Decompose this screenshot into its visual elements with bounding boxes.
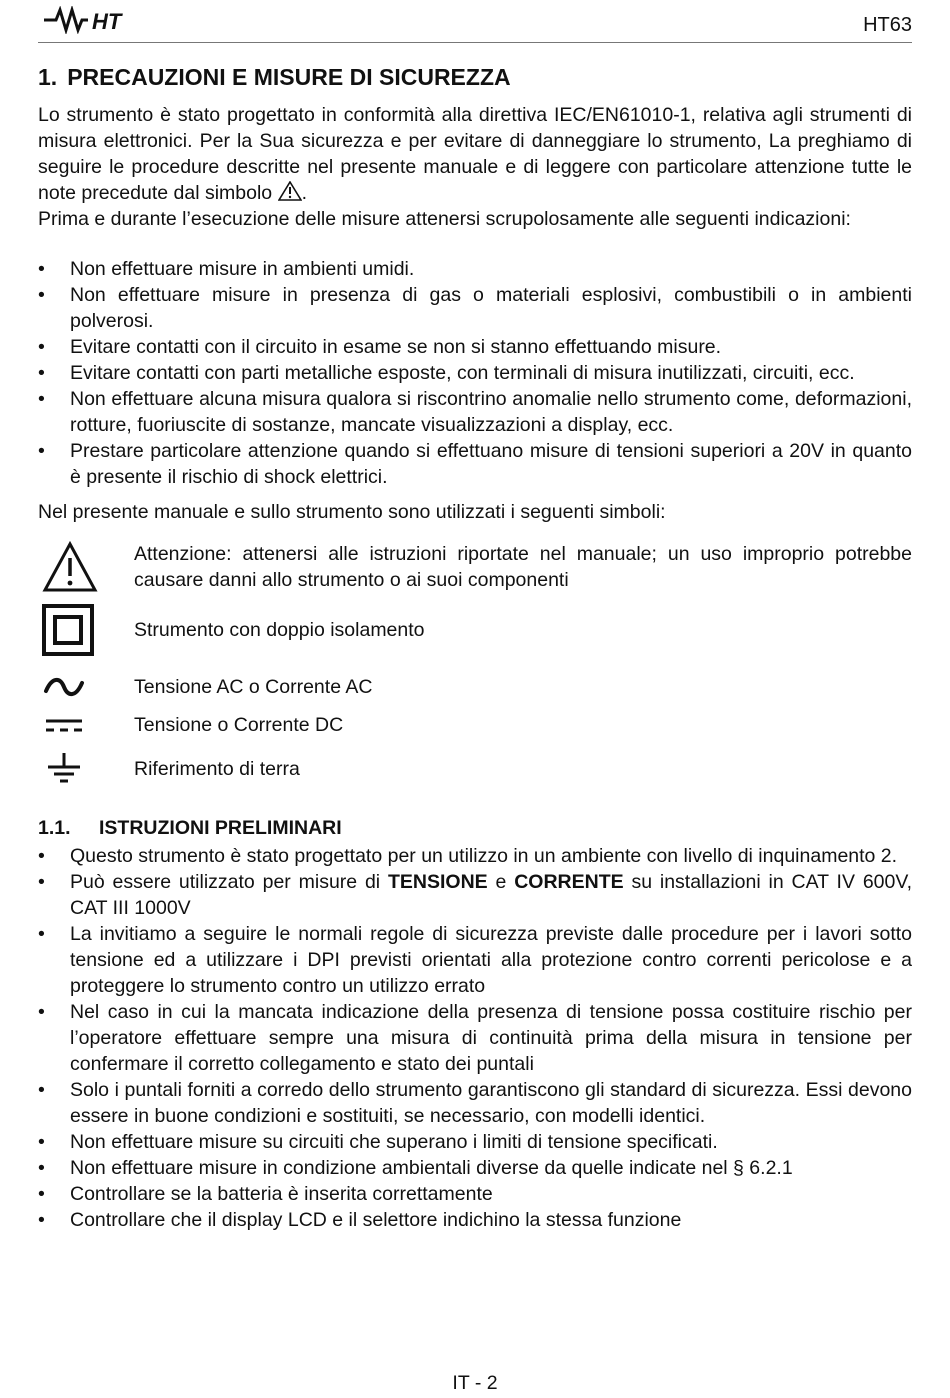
subsection-number: 1.1.	[38, 817, 71, 839]
symbol-row	[38, 667, 912, 707]
warning-triangle-icon	[278, 181, 302, 201]
keyword-tensione: TENSIONE	[387, 871, 488, 893]
subsection-title: ISTRUZIONI PRELIMINARI	[99, 817, 342, 839]
symbol-row	[38, 537, 912, 597]
precautions-list	[38, 256, 912, 490]
intro-text-end: .	[301, 182, 307, 204]
symbol-description: Strumento con doppio isolamento	[134, 619, 425, 641]
dc-icon	[42, 715, 86, 735]
item-text: su installazioni in CAT IV 600V, CAT III 1000V	[70, 871, 912, 919]
section-heading	[38, 62, 912, 92]
symbol-description: Tensione o Corrente DC	[134, 714, 344, 736]
list-item: • Controllare che il display LCD e il selettore indichino la stessa funzione	[38, 1207, 912, 1233]
section-title: PRECAUZIONI E MISURE DI SICUREZZA	[67, 64, 511, 90]
list-item: • Non effettuare misure in presenza di gas o materiali esplosivi, combustibili o in ambienti polverosi.	[38, 282, 912, 334]
intro-text: Lo strumento è stato progettato in conformità alla direttiva IEC/EN61010-1, relativa agli strumenti di misura elettronici. Per la Sua sicurezza e per evitare di danneggiare lo strumento, La preghiamo di seguire le procedure descritte nel presente manuale e di leggere con particolare attenzione tutte le note precedute dal simbolo	[38, 104, 912, 204]
ground-icon	[42, 751, 86, 787]
item-text: e	[487, 871, 515, 893]
ht-logo-icon	[42, 6, 134, 34]
intro-paragraph-2: Prima e durante l’esecuzione delle misure attenersi scrupolosamente alle seguenti indicazioni:	[38, 208, 851, 230]
page-header	[38, 0, 912, 43]
page-content	[38, 62, 912, 1233]
symbol-description: Tensione AC o Corrente AC	[134, 676, 373, 698]
list-item: • Non effettuare alcuna misura qualora si riscontrino anomalie nello strumento come, deformazioni, rotture, fuoriuscite di sostanze, mancate visualizzazioni a display, ecc.	[38, 386, 912, 438]
list-item: • Non effettuare misure su circuiti che superano i limiti di tensione specificati.	[38, 1129, 912, 1155]
warning-triangle-icon	[42, 541, 98, 593]
list-item: • Evitare contatti con il circuito in esame se non si stanno effettuando misure.	[38, 334, 912, 360]
keyword-corrente: CORRENTE	[514, 871, 624, 893]
preliminary-instructions-list	[38, 843, 912, 1233]
list-item: • La invitiamo a seguire le normali regole di sicurezza previste dalle procedure per i lavori sotto tensione ed a utilizzare i DPI previsti orientati alla protezione contro correnti pericolose e a proteggere lo strumento contro un utilizzo errato	[38, 921, 912, 999]
list-item: • Nel caso in cui la mancata indicazione della presenza di tensione possa costituire rischio per l’operatore effettuare sempre una misura di continuità prima della misura in tensione per confermare il corretto collegamento e stato dei puntali	[38, 999, 912, 1077]
list-item: • Controllare se la batteria è inserita correttamente	[38, 1181, 912, 1207]
logo-text: HT	[92, 9, 122, 34]
list-item: • Non effettuare misure in condizione ambientali diverse da quelle indicate nel § 6.2.1	[38, 1155, 912, 1181]
list-item: • Evitare contatti con parti metalliche esposte, con terminali di misura inutilizzati, circuiti, ecc.	[38, 360, 912, 386]
page-number: IT - 2	[452, 1372, 498, 1394]
ac-icon	[42, 675, 86, 699]
symbol-row	[38, 603, 912, 657]
list-item: • Solo i puntali forniti a corredo dello strumento garantiscono gli standard di sicurezza. Essi devono essere in buone condizioni e sostituiti, se necessario, con modelli identici.	[38, 1077, 912, 1129]
intro-paragraph	[38, 102, 912, 206]
item-text: Può essere utilizzato per misure di	[70, 871, 388, 893]
list-item: • Non effettuare misure in ambienti umidi.	[38, 256, 912, 282]
subsection-heading	[38, 815, 912, 841]
symbol-row	[38, 707, 912, 743]
symbols-table	[38, 537, 912, 791]
list-item: • Questo strumento è stato progettato per un utilizzo in un ambiente con livello di inquinamento 2.	[38, 843, 912, 869]
list-item	[38, 869, 912, 921]
symbol-row	[38, 747, 912, 791]
double-insulation-icon	[42, 604, 94, 656]
symbol-description: Attenzione: attenersi alle istruzioni riportate nel manuale; un uso improprio potrebbe causare danni allo strumento o ai suoi componenti	[134, 543, 912, 591]
section-number: 1.	[38, 64, 58, 90]
symbols-intro: Nel presente manuale e sullo strumento sono utilizzati i seguenti simboli:	[38, 501, 666, 523]
model-name: HT63	[863, 14, 912, 36]
symbol-description: Riferimento di terra	[134, 758, 300, 780]
list-item: • Prestare particolare attenzione quando si effettuano misure di tensioni superiori a 20V in quanto è presente il rischio di shock elettrici.	[38, 438, 912, 490]
